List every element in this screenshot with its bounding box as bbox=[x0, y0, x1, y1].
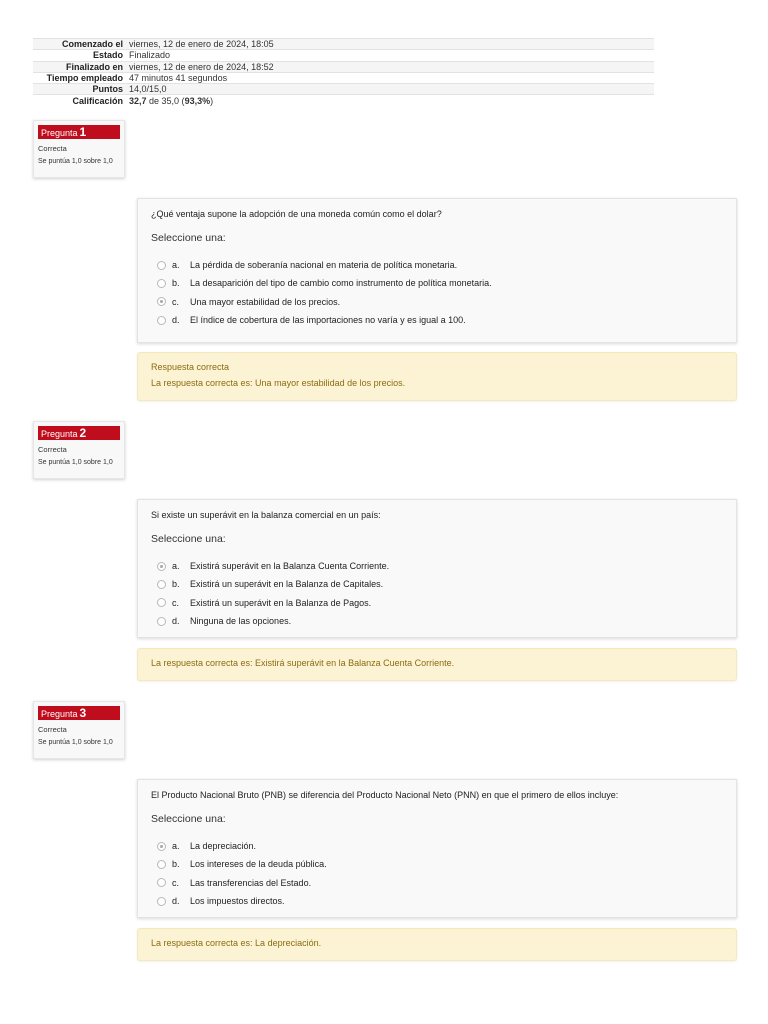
answer-option-c[interactable] bbox=[151, 293, 723, 311]
option-letter: c. bbox=[172, 877, 180, 888]
answer-prompt: Seleccione una: bbox=[151, 232, 226, 244]
radio-button-selected[interactable] bbox=[157, 297, 166, 306]
summary-row-points bbox=[33, 84, 654, 95]
summary-label: Estado bbox=[33, 50, 126, 61]
summary-row-state bbox=[33, 50, 654, 61]
question-header bbox=[38, 125, 120, 139]
feedback-1 bbox=[137, 352, 737, 401]
question-header bbox=[38, 706, 120, 720]
option-text: Las transferencias del Estado. bbox=[190, 877, 312, 888]
question-info-1 bbox=[33, 120, 125, 178]
option-text: Existirá un superávit en la Balanza de Capitales. bbox=[190, 579, 384, 590]
question-content-1 bbox=[137, 198, 737, 343]
answer-option-d[interactable] bbox=[151, 311, 723, 329]
question-number: 1 bbox=[79, 125, 87, 139]
answer-options bbox=[151, 557, 723, 630]
radio-button[interactable] bbox=[157, 316, 166, 325]
question-text: ¿Qué ventaja supone la adopción de una moneda común como el dolar? bbox=[151, 209, 442, 219]
radio-button-selected[interactable] bbox=[157, 562, 166, 571]
summary-value: viernes, 12 de enero de 2024, 18:05 bbox=[126, 39, 654, 50]
summary-row-grade bbox=[33, 95, 654, 106]
radio-button[interactable] bbox=[157, 878, 166, 887]
option-letter: d. bbox=[172, 896, 180, 907]
feedback-2 bbox=[137, 648, 737, 681]
summary-value: viernes, 12 de enero de 2024, 18:52 bbox=[126, 61, 654, 72]
summary-value bbox=[126, 95, 654, 106]
option-text: La pérdida de soberanía nacional en materia de política monetaria. bbox=[190, 260, 458, 271]
option-text: La desaparición del tipo de cambio como instrumento de política monetaria. bbox=[190, 278, 492, 289]
answer-prompt: Seleccione una: bbox=[151, 533, 226, 545]
summary-label: Puntos bbox=[33, 84, 126, 95]
option-letter: d. bbox=[172, 315, 180, 326]
question-info-3 bbox=[33, 701, 125, 759]
summary-row-time bbox=[33, 72, 654, 83]
radio-button[interactable] bbox=[157, 860, 166, 869]
option-letter: a. bbox=[172, 841, 180, 852]
option-text: La depreciación. bbox=[190, 841, 257, 852]
answer-options bbox=[151, 256, 723, 329]
question-state: Correcta bbox=[38, 725, 67, 734]
feedback-right-answer: La respuesta correcta es: La depreciación. bbox=[151, 938, 322, 948]
option-letter: d. bbox=[172, 616, 180, 627]
summary-value: Finalizado bbox=[126, 50, 654, 61]
option-text: Los impuestos directos. bbox=[190, 896, 285, 907]
answer-option-a[interactable] bbox=[151, 557, 723, 575]
option-text: Ninguna de las opciones. bbox=[190, 616, 292, 627]
radio-button[interactable] bbox=[157, 261, 166, 270]
option-letter: c. bbox=[172, 296, 180, 307]
radio-button[interactable] bbox=[157, 279, 166, 288]
grade-percent: 93,3% bbox=[184, 95, 211, 106]
answer-option-a[interactable] bbox=[151, 837, 723, 855]
option-text: Una mayor estabilidad de los precios. bbox=[190, 296, 341, 307]
question-grade: Se puntúa 1,0 sobre 1,0 bbox=[38, 739, 113, 746]
question-number: 2 bbox=[79, 426, 87, 440]
question-state: Correcta bbox=[38, 144, 67, 153]
answer-option-b[interactable] bbox=[151, 855, 723, 873]
question-text: Si existe un superávit en la balanza comercial en un país: bbox=[151, 510, 381, 520]
answer-option-b[interactable] bbox=[151, 575, 723, 593]
summary-label: Comenzado el bbox=[33, 39, 126, 50]
question-text: El Producto Nacional Bruto (PNB) se diferencia del Producto Nacional Neto (PNN) en que el primero de ellos incluye: bbox=[151, 790, 619, 800]
option-letter: a. bbox=[172, 561, 180, 572]
summary-label: Tiempo empleado bbox=[33, 72, 126, 83]
option-text: El índice de cobertura de las importaciones no varía y es igual a 100. bbox=[190, 315, 466, 326]
option-text: Los intereses de la deuda pública. bbox=[190, 859, 327, 870]
summary-value: 47 minutos 41 segundos bbox=[126, 72, 654, 83]
question-grade: Se puntúa 1,0 sobre 1,0 bbox=[38, 459, 113, 466]
radio-button[interactable] bbox=[157, 598, 166, 607]
option-letter: b. bbox=[172, 579, 180, 590]
answer-prompt: Seleccione una: bbox=[151, 813, 226, 825]
question-state: Correcta bbox=[38, 445, 67, 454]
option-letter: c. bbox=[172, 597, 180, 608]
answer-option-c[interactable] bbox=[151, 874, 723, 892]
feedback-right-answer: La respuesta correcta es: Existirá superávit en la Balanza Cuenta Corriente. bbox=[151, 658, 455, 668]
answer-option-b[interactable] bbox=[151, 274, 723, 292]
summary-label: Finalizado en bbox=[33, 61, 126, 72]
question-label: Pregunta bbox=[41, 429, 78, 439]
answer-option-a[interactable] bbox=[151, 256, 723, 274]
question-number: 3 bbox=[79, 706, 87, 720]
question-header bbox=[38, 426, 120, 440]
summary-label: Calificación bbox=[33, 95, 126, 106]
option-text: Existirá superávit en la Balanza Cuenta Corriente. bbox=[190, 561, 390, 572]
answer-option-c[interactable] bbox=[151, 594, 723, 612]
radio-button-selected[interactable] bbox=[157, 842, 166, 851]
feedback-right-answer: La respuesta correcta es: Una mayor estabilidad de los precios. bbox=[151, 378, 406, 388]
summary-row-finished bbox=[33, 61, 654, 72]
grade-score: 32,7 bbox=[129, 95, 147, 106]
grade-close: ) bbox=[210, 95, 214, 106]
feedback-3 bbox=[137, 928, 737, 961]
answer-options bbox=[151, 837, 723, 910]
radio-button[interactable] bbox=[157, 617, 166, 626]
option-text: Existirá un superávit en la Balanza de Pagos. bbox=[190, 597, 372, 608]
option-letter: a. bbox=[172, 260, 180, 271]
question-label: Pregunta bbox=[41, 128, 78, 138]
answer-option-d[interactable] bbox=[151, 612, 723, 630]
summary-row-started bbox=[33, 39, 654, 50]
feedback-status: Respuesta correcta bbox=[151, 362, 230, 372]
answer-option-d[interactable] bbox=[151, 892, 723, 910]
grade-max: de 35,0 ( bbox=[146, 95, 185, 106]
question-info-2 bbox=[33, 421, 125, 479]
attempt-summary-table bbox=[33, 38, 654, 106]
option-letter: b. bbox=[172, 278, 180, 289]
question-content-2 bbox=[137, 499, 737, 638]
question-grade: Se puntúa 1,0 sobre 1,0 bbox=[38, 158, 113, 165]
question-label: Pregunta bbox=[41, 709, 78, 719]
radio-button[interactable] bbox=[157, 580, 166, 589]
question-content-3 bbox=[137, 779, 737, 918]
option-letter: b. bbox=[172, 859, 180, 870]
summary-value: 14,0/15,0 bbox=[126, 84, 654, 95]
radio-button[interactable] bbox=[157, 897, 166, 906]
